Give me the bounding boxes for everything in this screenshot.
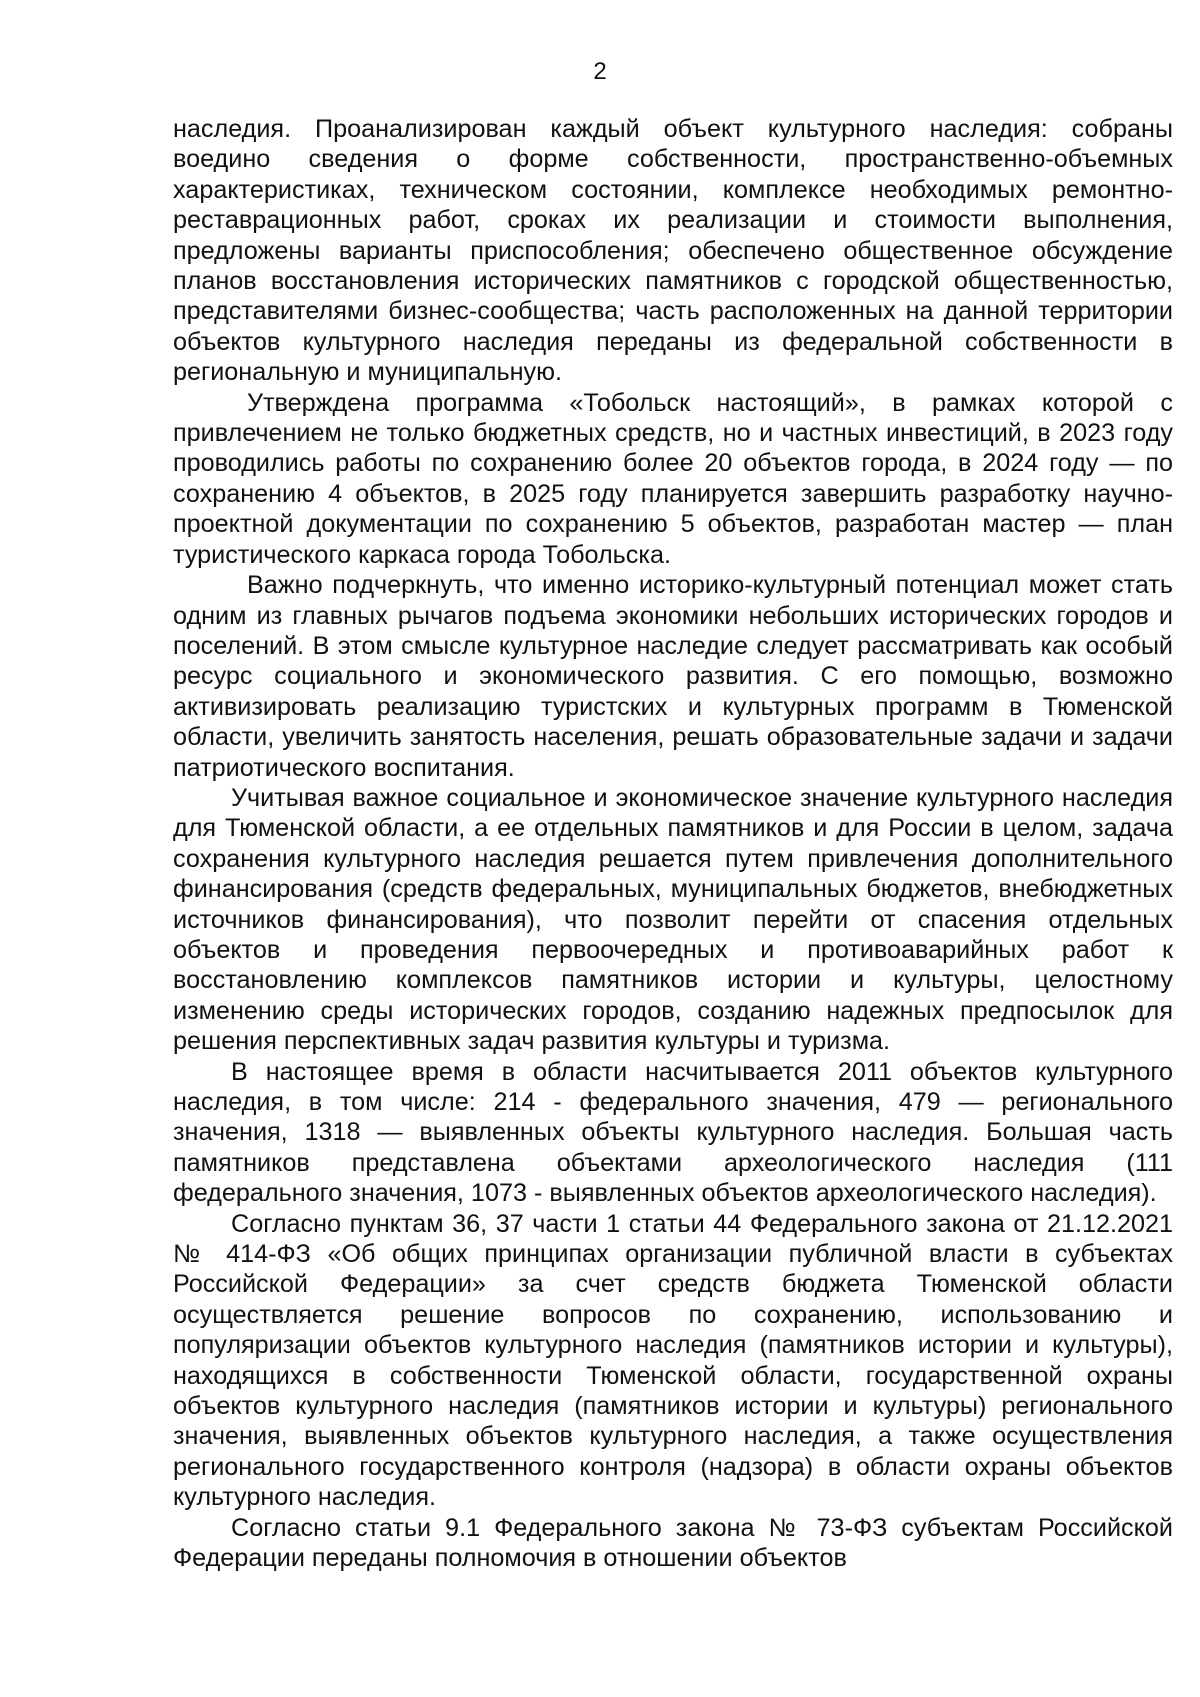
page-number: 2 (593, 58, 607, 85)
paragraph-cultural-potential: Важно подчеркнуть, что именно историко-культурный потенциал может стать одним из главных рычагов подъема экономики небольших исторических городов и поселений. В этом смысле культурное наследие следует рассматривать как особый ресурс социального и экономического развития. С его помощью, возможно активизировать реализацию туристских и культурных программ в Тюменской области, увеличить занятость населения, решать образовательные задачи и задачи патриотического воспитания. (173, 571, 1173, 782)
paragraph-federal-law-73: Согласно статьи 9.1 Федерального закона № 73-ФЗ субъектам Российской Федерации переданы полномочия в отношении объектов (173, 1513, 1173, 1573)
paragraph-financing: Учитывая важное социальное и экономическое значение культурного наследия для Тюменской области, а ее отдельных памятников и для России в целом, задача сохранения культурного наследия решается путем привлечения дополнительного финансирования (средств федеральных, муниципальных бюджетов, внебюджетных источников финансирования), что позволит перейти от спасения отдельных объектов и проведения первоочередных и противоаварийных работ к восстановлению комплексов памятников истории и культуры, целостному изменению среды исторических городов, созданию надежных предпосылок для решения перспективных задач развития культуры и туризма. (173, 783, 1173, 1056)
paragraph-heritage-analysis: наследия. Проанализирован каждый объект культурного наследия: собраны воедино сведения о форме собственности, пространственно-объемных характеристиках, техническом состоянии, комплексе необходимых ремонтно-реставрационных работ, сроках их реализации и стоимости выполнения, предложены варианты приспособления; обеспечено общественное обсуждение планов восстановления исторических памятников с городской общественностью, представителями бизнес-сообщества; часть расположенных на данной территории объектов культурного наследия переданы из федеральной собственности в региональную и муниципальную. (173, 115, 1173, 387)
paragraph-object-counts: В настоящее время в области насчитывается 2011 объектов культурного наследия, в том числе: 214 - федерального значения, 479 — регионального значения, 1318 — выявленных объекты культурного наследия. Большая часть памятников представлена объектами археологического наследия (111 федерального значения, 1073 - выявленных объектов археологического наследия). (173, 1057, 1173, 1208)
paragraph-federal-law-414: Согласно пунктам 36, 37 части 1 статьи 44 Федерального закона от 21.12.2021 № 414-ФЗ «Об общих принципах организации публичной власти в субъектах Российской Федерации» за счет средств бюджета Тюменской области осуществляется решение вопросов по сохранению, использованию и популяризации объектов культурного наследия (памятников истории и культуры), находящихся в собственности Тюменской области, государственной охраны объектов культурного наследия (памятников истории и культуры) регионального значения, выявленных объектов культурного наследия, а также осуществления регионального государственного контроля (надзора) в области охраны объектов культурного наследия. (173, 1209, 1173, 1512)
paragraph-tobolsk-program: Утверждена программа «Тобольск настоящий», в рамках которой с привлечением не только бюджетных средств, но и частных инвестиций, в 2023 году проводились работы по сохранению более 20 объектов города, в 2024 году — по сохранению 4 объектов, в 2025 году планируется завершить разработку научно-проектной документации по сохранению 5 объектов, разработан мастер — план туристического каркаса города Тобольска. (173, 388, 1173, 569)
document-body (173, 114, 1173, 1574)
